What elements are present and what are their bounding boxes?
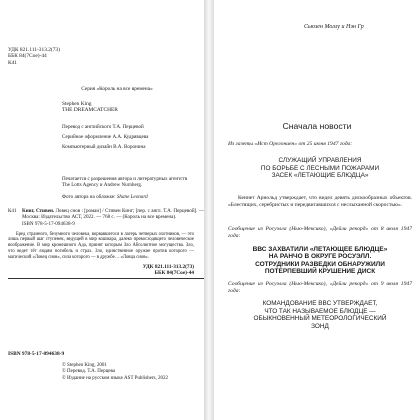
news-body-1: Кеннет Арнольд утверждает, что видел девять дискообразных объектов. «Блестящих, серебристых и передвигавшихся с неслыханной скоростью». [228, 195, 412, 208]
copyright-translation: © Перевод. Т.А. Перцева [62, 369, 115, 375]
catalog-divider [8, 278, 204, 279]
rights-notice [62, 176, 204, 188]
rights-line-2: The Lotts Agency и Andrew Nurnberg. [62, 182, 143, 188]
headline-3-line: ЗОНД [311, 322, 329, 330]
news-source-2: Сообщение из Росуэлла (Нью-Мексико), «Дейли рекорд» от 8 июля 1947 года: [228, 226, 412, 239]
rights-line-1: Печатается с разрешения автора и литературных агентств [62, 176, 188, 182]
catalog-udk: УДК 821.111-313.2(73) [142, 263, 194, 270]
headline-3 [228, 300, 412, 330]
section-title: Сначала новости [282, 121, 352, 131]
bibliographic-codes [8, 47, 60, 66]
author-name-en: Stephen King [62, 101, 92, 107]
copyright-author: © Stephen King, 2001 [62, 363, 107, 368]
headline-1-line: ЗАСЕК «ЛЕТАЮЩИЕ БЛЮДЦА» [271, 172, 369, 180]
headline-2-line: ПОТЕРПЕВШИЙ КРУШЕНИЕ ДИСК [264, 267, 376, 275]
headline-2-line: СОТРУДНИКИ РАЗВЕДКИ ОБНАРУЖИЛИ [255, 260, 385, 268]
title-en: THE DREAMCATCHER [62, 107, 118, 114]
headline-3-line: КОМАНДОВАНИЕ ВВС УТВЕРЖДАЕТ, [262, 300, 378, 307]
udk-code: УДК 821.111-313.2(73) [8, 47, 60, 53]
photographer: Shane Leonard [116, 194, 148, 200]
copyright-edition: © Издание на русском языке AST Publishers, 2022 [62, 375, 168, 381]
headline-3-line: ОБЫКНОВЕННЫЙ МЕТЕОРОЛОГИЧЕСКИЙ [253, 315, 387, 323]
annotation: Бред странного, безумного человека, ворвавшегося в лагерь четверых охотников, — это лишь первый шаг ступенек, ведущей в мир кошмара, далеко превосходящего человеческое воображение. В мир кромешного Ада, принят которым Зло Абсолютное могущества. Зло, что ведет тёт людям погибель и страх. Зло, единственное оружие против которого — магический «Ловец снов», сила которого — в дружбе… «Ловца снов». [8, 231, 194, 260]
cover-photo-credit [62, 194, 204, 200]
series-name: Серия «Король на все времена» [81, 86, 153, 92]
series-design-credit: Серийное оформление А.А. Кудрявцева [62, 134, 149, 141]
left-page [0, 0, 204, 420]
headline-1-line: ПО БОРЬБЕ С ЛЕСНЫМИ ПОЖАРАМИ [260, 164, 380, 172]
translator-credit: Перевод с английского Т.А. Перцевой [62, 124, 144, 130]
catalog-description: Ловец снов : [роман] / Стивен Кинг; [пер. с англ. Т.А. Перцевой]. — Москва: Издательство АСТ, 2022. — 768 с. — (Король на все времена). [22, 208, 204, 221]
book-gutter [204, 0, 214, 420]
catalog-bbk: ББК 84(7Сое)-44 [154, 269, 194, 276]
catalog-codes [8, 264, 204, 276]
right-page [214, 0, 420, 420]
copyright-lines [62, 363, 168, 382]
isbn: ISBN 978-5-17-094638-9 [8, 351, 65, 357]
credits [62, 124, 204, 155]
catalog-author: Кинг, Стивен. [22, 208, 55, 214]
headline-1 [228, 157, 412, 180]
headline-2-line: ВВС ЗАХВАТИЛИ «ЛЕТАЮЩЕЕ БЛЮДЦЕ» [252, 246, 388, 253]
catalog-label: К41 [8, 208, 17, 214]
news-source-3: Сообщение из Росуэлла (Нью-Мексико), «Дейли рекорд» от 9 июля 1947 года: [228, 281, 412, 294]
catalog-entry [8, 208, 204, 220]
catalog-record [8, 208, 204, 279]
catalog-isbn: ISBN 978-5-17-094638-9 [22, 221, 75, 228]
dedication-head: Сьюзен Моллу и Нэн Гр [304, 24, 364, 30]
author-mark: К41 [8, 59, 17, 66]
cover-label: Фото автора на обложке: [62, 194, 116, 200]
news-source-1: Из газеты «Ист Орегониен» от 25 июня 1947 года: [228, 141, 353, 147]
headline-1-line: СЛУЖАЩИЙ УПРАВЛЕНИЯ [278, 157, 362, 164]
headline-2-line: НА РАНЧО В ОКРУГЕ РОСУЭЛЛ. [268, 253, 372, 261]
headline-3-line: ЧТО ТАК НАЗЫВАЕМОЕ БЛЮДЦЕ — [264, 307, 376, 315]
computer-design-credit: Компьютерный дизайн В.А. Воронина [62, 144, 146, 151]
original-title [62, 101, 118, 114]
headline-2 [228, 246, 412, 275]
bbk-code: ББК 84(7Сое)-44 [8, 53, 47, 60]
